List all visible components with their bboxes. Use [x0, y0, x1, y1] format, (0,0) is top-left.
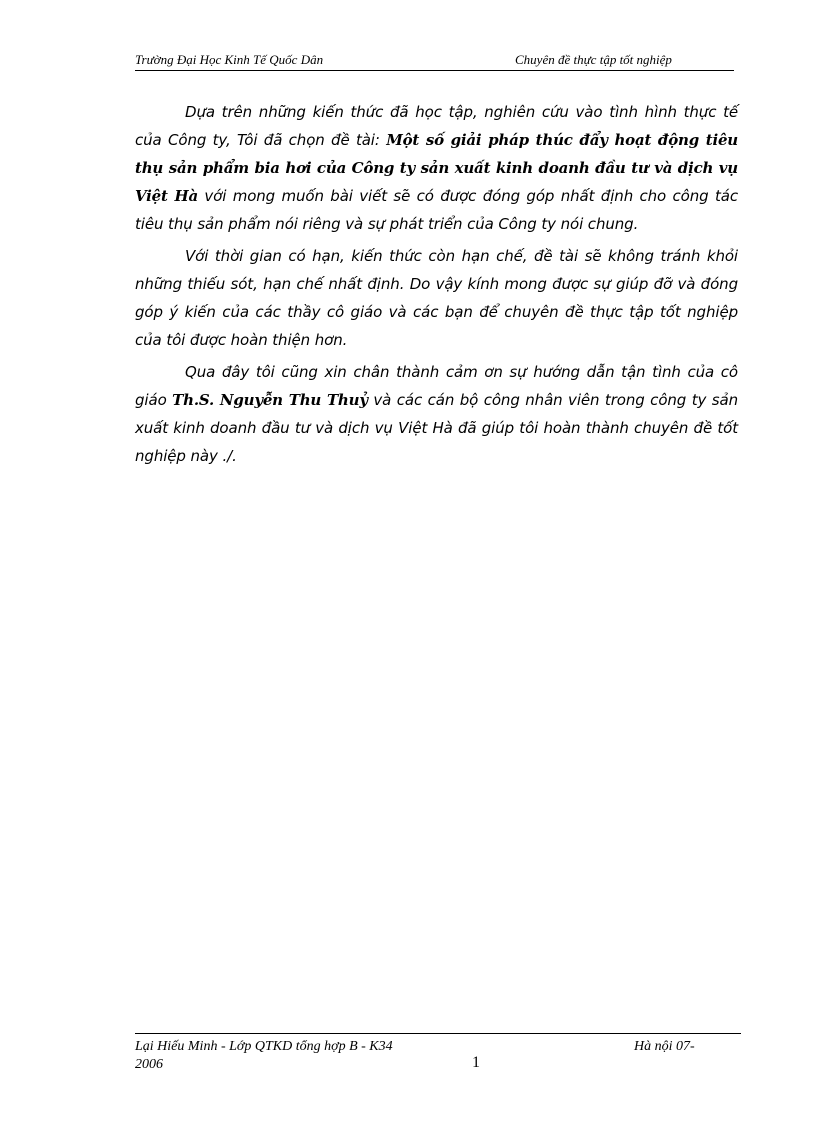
- page-number: 1: [472, 1054, 480, 1071]
- page-header: [135, 50, 734, 71]
- footer-author-line2: 2006: [135, 1057, 163, 1072]
- document-body: [135, 98, 738, 474]
- paragraph-1-intro: Dựa trên những kiến thức đã học tập, nghiên cứu vào tình hình thực tế của Công ty, Tôi đã chọn đề tài:: [135, 103, 738, 149]
- footer-author: [135, 1038, 475, 1074]
- paragraph-1: [135, 98, 738, 238]
- paragraph-3: [135, 358, 738, 470]
- page-footer: [135, 1033, 741, 1084]
- advisor-name: Th.S. Nguyễn Thu Thuỷ: [172, 391, 368, 409]
- paragraph-1-rest: với mong muốn bài viết sẽ có được đóng góp nhất định cho công tác tiêu thụ sản phẩm nói riêng và sự phát triển của Công ty nói chung.: [135, 187, 738, 233]
- header-university: Trường Đại Học Kinh Tế Quốc Dân: [135, 52, 324, 67]
- footer-author-line1: Lại Hiếu Minh - Lớp QTKD tổng hợp B - K34: [135, 1039, 393, 1054]
- paragraph-2: Với thời gian có hạn, kiến thức còn hạn chế, đề tài sẽ không tránh khỏi những thiếu sót, hạn chế nhất định. Do vậy kính mong được sự giúp đỡ và đóng góp ý kiến của các thầy cô giáo và các bạn để chuyên đề thực tập tốt nghiệp của tôi được hoàn thiện hơn.: [135, 247, 738, 349]
- paragraph-3-rest: và các cán bộ công nhân viên trong công ty sản xuất kinh doanh đầu tư và dịch vụ Việt Hà đã giúp tôi hoàn thành chuyên đề tốt nghiệp này ./.: [135, 391, 738, 465]
- header-document-type: Chuyên đề thực tập tốt nghiệp: [515, 52, 672, 67]
- footer-place-date: Hà nội 07-: [634, 1039, 695, 1054]
- thesis-title: Một số giải pháp thúc đẩy hoạt động tiêu thụ sản phẩm bia hơi của Công ty sản xuất kinh doanh đầu tư và dịch vụ Việt Hà: [135, 131, 739, 205]
- paragraph-3-intro: Qua đây tôi cũng xin chân thành cảm ơn sự hướng dẫn tận tình của cô giáo: [135, 363, 738, 409]
